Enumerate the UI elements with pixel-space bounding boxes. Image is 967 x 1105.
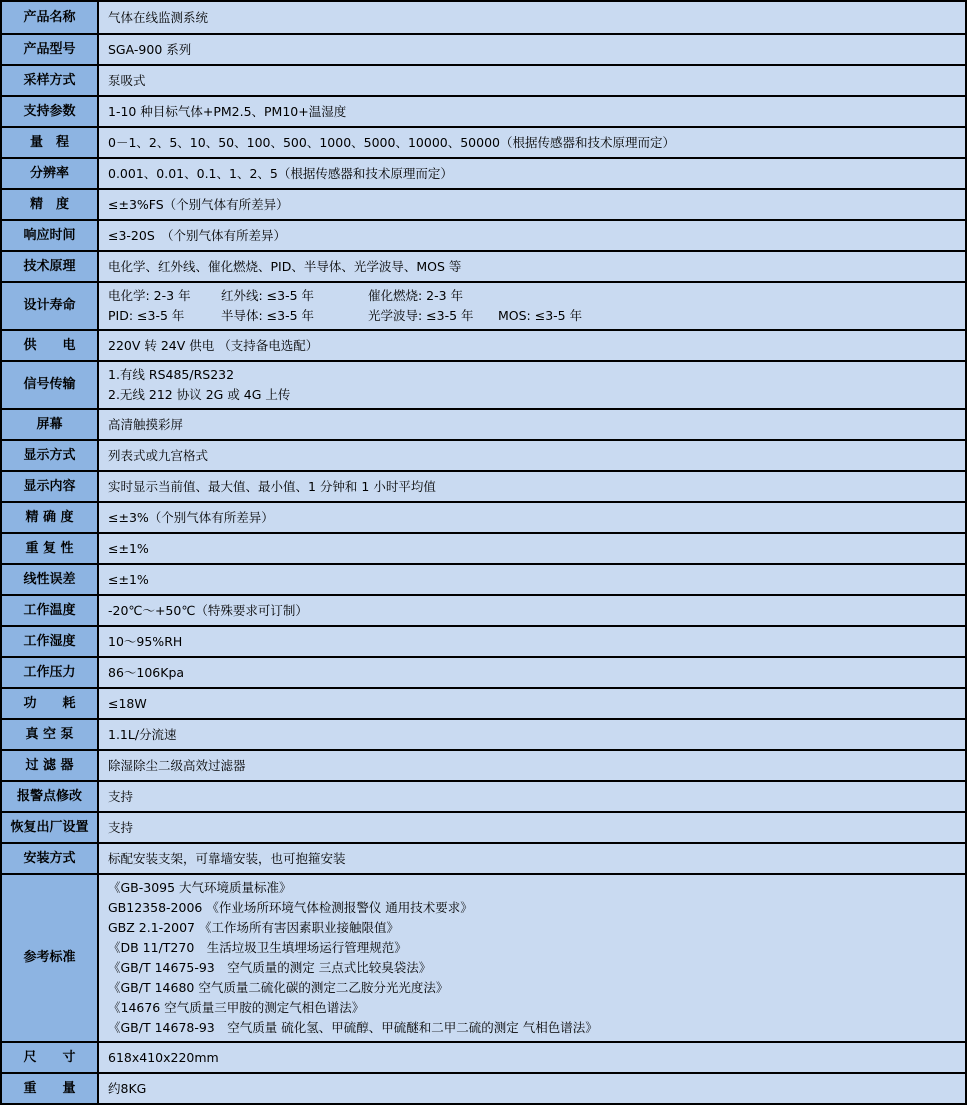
spec-row-repeatability [2,532,965,563]
value-line: 《GB/T 14675-93 空气质量的测定 三点式比较臭袋法》 [108,960,432,975]
spec-label-linearity-error: 线性误差 [2,565,99,594]
value-line: 10～95%RH [108,634,183,649]
spec-value-display-mode [99,441,965,470]
spec-value-power-supply [99,331,965,360]
spec-label-display-mode: 显示方式 [2,441,99,470]
spec-value-sampling-method [99,66,965,95]
value-line: GB12358-2006 《作业场所环境气体检测报警仪 通用技术要求》 [108,900,473,915]
spec-label-product-model: 产品型号 [2,35,99,64]
spec-value-supported-params [99,97,965,126]
spec-value-product-name [99,2,965,33]
spec-value-response-time [99,221,965,250]
spec-row-working-temp [2,594,965,625]
spec-label-resolution: 分辨率 [2,159,99,188]
value-line: 《GB/T 14680 空气质量二硫化碳的测定二乙胺分光光度法》 [108,980,449,995]
spec-row-display-mode [2,439,965,470]
value-segment: MOS: ≤3-5 年 [498,308,583,323]
spec-value-alarm-point-modify [99,782,965,811]
spec-value-screen [99,410,965,439]
value-line: ≤±1% [108,541,149,556]
value-line: 86～106Kpa [108,665,185,680]
spec-row-vacuum-pump [2,718,965,749]
spec-label-filter: 过 滤 器 [2,751,99,780]
value-line: 0－1、2、5、10、50、100、500、1000、5000、10000、50000（根据传感器和技术原理而定） [108,135,675,150]
spec-row-power-supply [2,329,965,360]
spec-label-factory-reset: 恢复出厂设置 [2,813,99,842]
spec-value-design-life [99,283,965,329]
spec-row-sampling-method [2,64,965,95]
value-segment: PID: ≤3-5 年 [108,308,185,323]
spec-row-range [2,126,965,157]
spec-row-installation [2,842,965,873]
value-line: -20℃～+50℃（特殊要求可订制） [108,603,308,618]
value-line: ≤±1% [108,572,149,587]
spec-value-filter [99,751,965,780]
spec-value-resolution [99,159,965,188]
spec-row-accuracy [2,188,965,219]
value-line: GBZ 2.1-2007 《工作场所有害因素职业接触限值》 [108,920,399,935]
value-line: 618x410x220mm [108,1050,219,1065]
spec-row-display-content [2,470,965,501]
spec-value-accuracy [99,190,965,219]
spec-row-product-name [2,2,965,33]
spec-label-signal-transmission: 信号传输 [2,362,99,408]
value-line: 除湿除尘二级高效过滤器 [108,758,246,773]
spec-row-screen [2,408,965,439]
spec-value-linearity-error [99,565,965,594]
value-line: 《GB/T 14678-93 空气质量 硫化氢、甲硫醇、甲硫醚和二甲二硫的测定 气相色谱法》 [108,1020,598,1035]
spec-label-accuracy: 精 度 [2,190,99,219]
spec-row-precision [2,501,965,532]
spec-value-repeatability [99,534,965,563]
spec-value-working-temp [99,596,965,625]
spec-value-working-pressure [99,658,965,687]
value-line: 《DB 11/T270 生活垃圾卫生填埋场运行管理规范》 [108,940,407,955]
spec-value-vacuum-pump [99,720,965,749]
spec-row-resolution [2,157,965,188]
spec-label-power-consumption: 功 耗 [2,689,99,718]
value-line: 2.无线 212 协议 2G 或 4G 上传 [108,387,291,402]
spec-label-vacuum-pump: 真 空 泵 [2,720,99,749]
value-line [108,286,959,306]
spec-label-product-name: 产品名称 [2,2,99,33]
value-line: 《GB-3095 大气环境质量标准》 [108,880,292,895]
spec-value-display-content [99,472,965,501]
value-segment: 催化燃烧: 2-3 年 [368,288,464,303]
spec-row-design-life [2,281,965,329]
value-segment: 光学波导: ≤3-5 年 [368,308,474,323]
value-line [108,306,959,326]
value-line: 支持 [108,789,134,804]
value-line: 实时显示当前值、最大值、最小值、1 分钟和 1 小时平均值 [108,479,436,494]
spec-label-tech-principle: 技术原理 [2,252,99,281]
spec-row-filter [2,749,965,780]
value-line: 220V 转 24V 供电 （支持备电选配） [108,338,319,353]
spec-row-weight [2,1072,965,1103]
spec-label-precision: 精 确 度 [2,503,99,532]
spec-row-tech-principle [2,250,965,281]
value-line: 列表式或九宫格式 [108,448,209,463]
spec-label-screen: 屏幕 [2,410,99,439]
spec-value-working-humidity [99,627,965,656]
spec-row-linearity-error [2,563,965,594]
spec-row-alarm-point-modify [2,780,965,811]
value-line: 标配安装支架，可靠墙安装，也可抱箍安装 [108,851,346,866]
value-line: ≤±3%FS（个别气体有所差异） [108,197,289,212]
spec-value-factory-reset [99,813,965,842]
value-segment: 电化学: 2-3 年 [108,288,191,303]
spec-label-power-supply: 供 电 [2,331,99,360]
spec-row-working-humidity [2,625,965,656]
spec-row-dimensions [2,1041,965,1072]
spec-label-display-content: 显示内容 [2,472,99,501]
spec-label-reference-standards: 参考标准 [2,875,99,1041]
spec-label-sampling-method: 采样方式 [2,66,99,95]
spec-label-alarm-point-modify: 报警点修改 [2,782,99,811]
value-line: 《14676 空气质量三甲胺的测定气相色谱法》 [108,1000,365,1015]
value-line: 气体在线监测系统 [108,10,209,25]
spec-value-reference-standards [99,875,965,1041]
value-line: 高清触摸彩屏 [108,417,184,432]
spec-row-supported-params [2,95,965,126]
value-line: SGA-900 系列 [108,42,192,57]
value-line: 支持 [108,820,134,835]
spec-label-repeatability: 重 复 性 [2,534,99,563]
spec-label-supported-params: 支持参数 [2,97,99,126]
spec-row-factory-reset [2,811,965,842]
spec-label-range: 量 程 [2,128,99,157]
value-line: 约8KG [108,1081,147,1096]
spec-row-signal-transmission [2,360,965,408]
value-line: 电化学、红外线、催化燃烧、PID、半导体、光学波导、MOS 等 [108,259,462,274]
spec-label-dimensions: 尺 寸 [2,1043,99,1072]
spec-value-product-model [99,35,965,64]
value-line: ≤3-20S （个别气体有所差异） [108,228,287,243]
spec-row-product-model [2,33,965,64]
value-segment: 红外线: ≤3-5 年 [221,288,315,303]
spec-label-installation: 安装方式 [2,844,99,873]
value-line: 1.1L/分流速 [108,727,177,742]
spec-label-working-humidity: 工作湿度 [2,627,99,656]
value-line: ≤18W [108,696,147,711]
spec-value-installation [99,844,965,873]
spec-label-weight: 重 量 [2,1074,99,1103]
value-line: 0.001、0.01、0.1、1、2、5（根据传感器和技术原理而定） [108,166,453,181]
spec-value-signal-transmission [99,362,965,408]
value-line: 泵吸式 [108,73,146,88]
spec-value-power-consumption [99,689,965,718]
spec-value-weight [99,1074,965,1103]
spec-label-response-time: 响应时间 [2,221,99,250]
spec-value-tech-principle [99,252,965,281]
spec-row-power-consumption [2,687,965,718]
spec-value-range [99,128,965,157]
value-segment: 半导体: ≤3-5 年 [221,308,315,323]
value-line: 1-10 种目标气体+PM2.5、PM10+温湿度 [108,104,347,119]
spec-value-precision [99,503,965,532]
spec-row-working-pressure [2,656,965,687]
value-line: 1.有线 RS485/RS232 [108,367,235,382]
spec-row-response-time [2,219,965,250]
spec-row-reference-standards [2,873,965,1041]
spec-label-working-temp: 工作温度 [2,596,99,625]
value-line: ≤±3%（个别气体有所差异） [108,510,274,525]
spec-value-dimensions [99,1043,965,1072]
spec-label-working-pressure: 工作压力 [2,658,99,687]
spec-label-design-life: 设计寿命 [2,283,99,329]
